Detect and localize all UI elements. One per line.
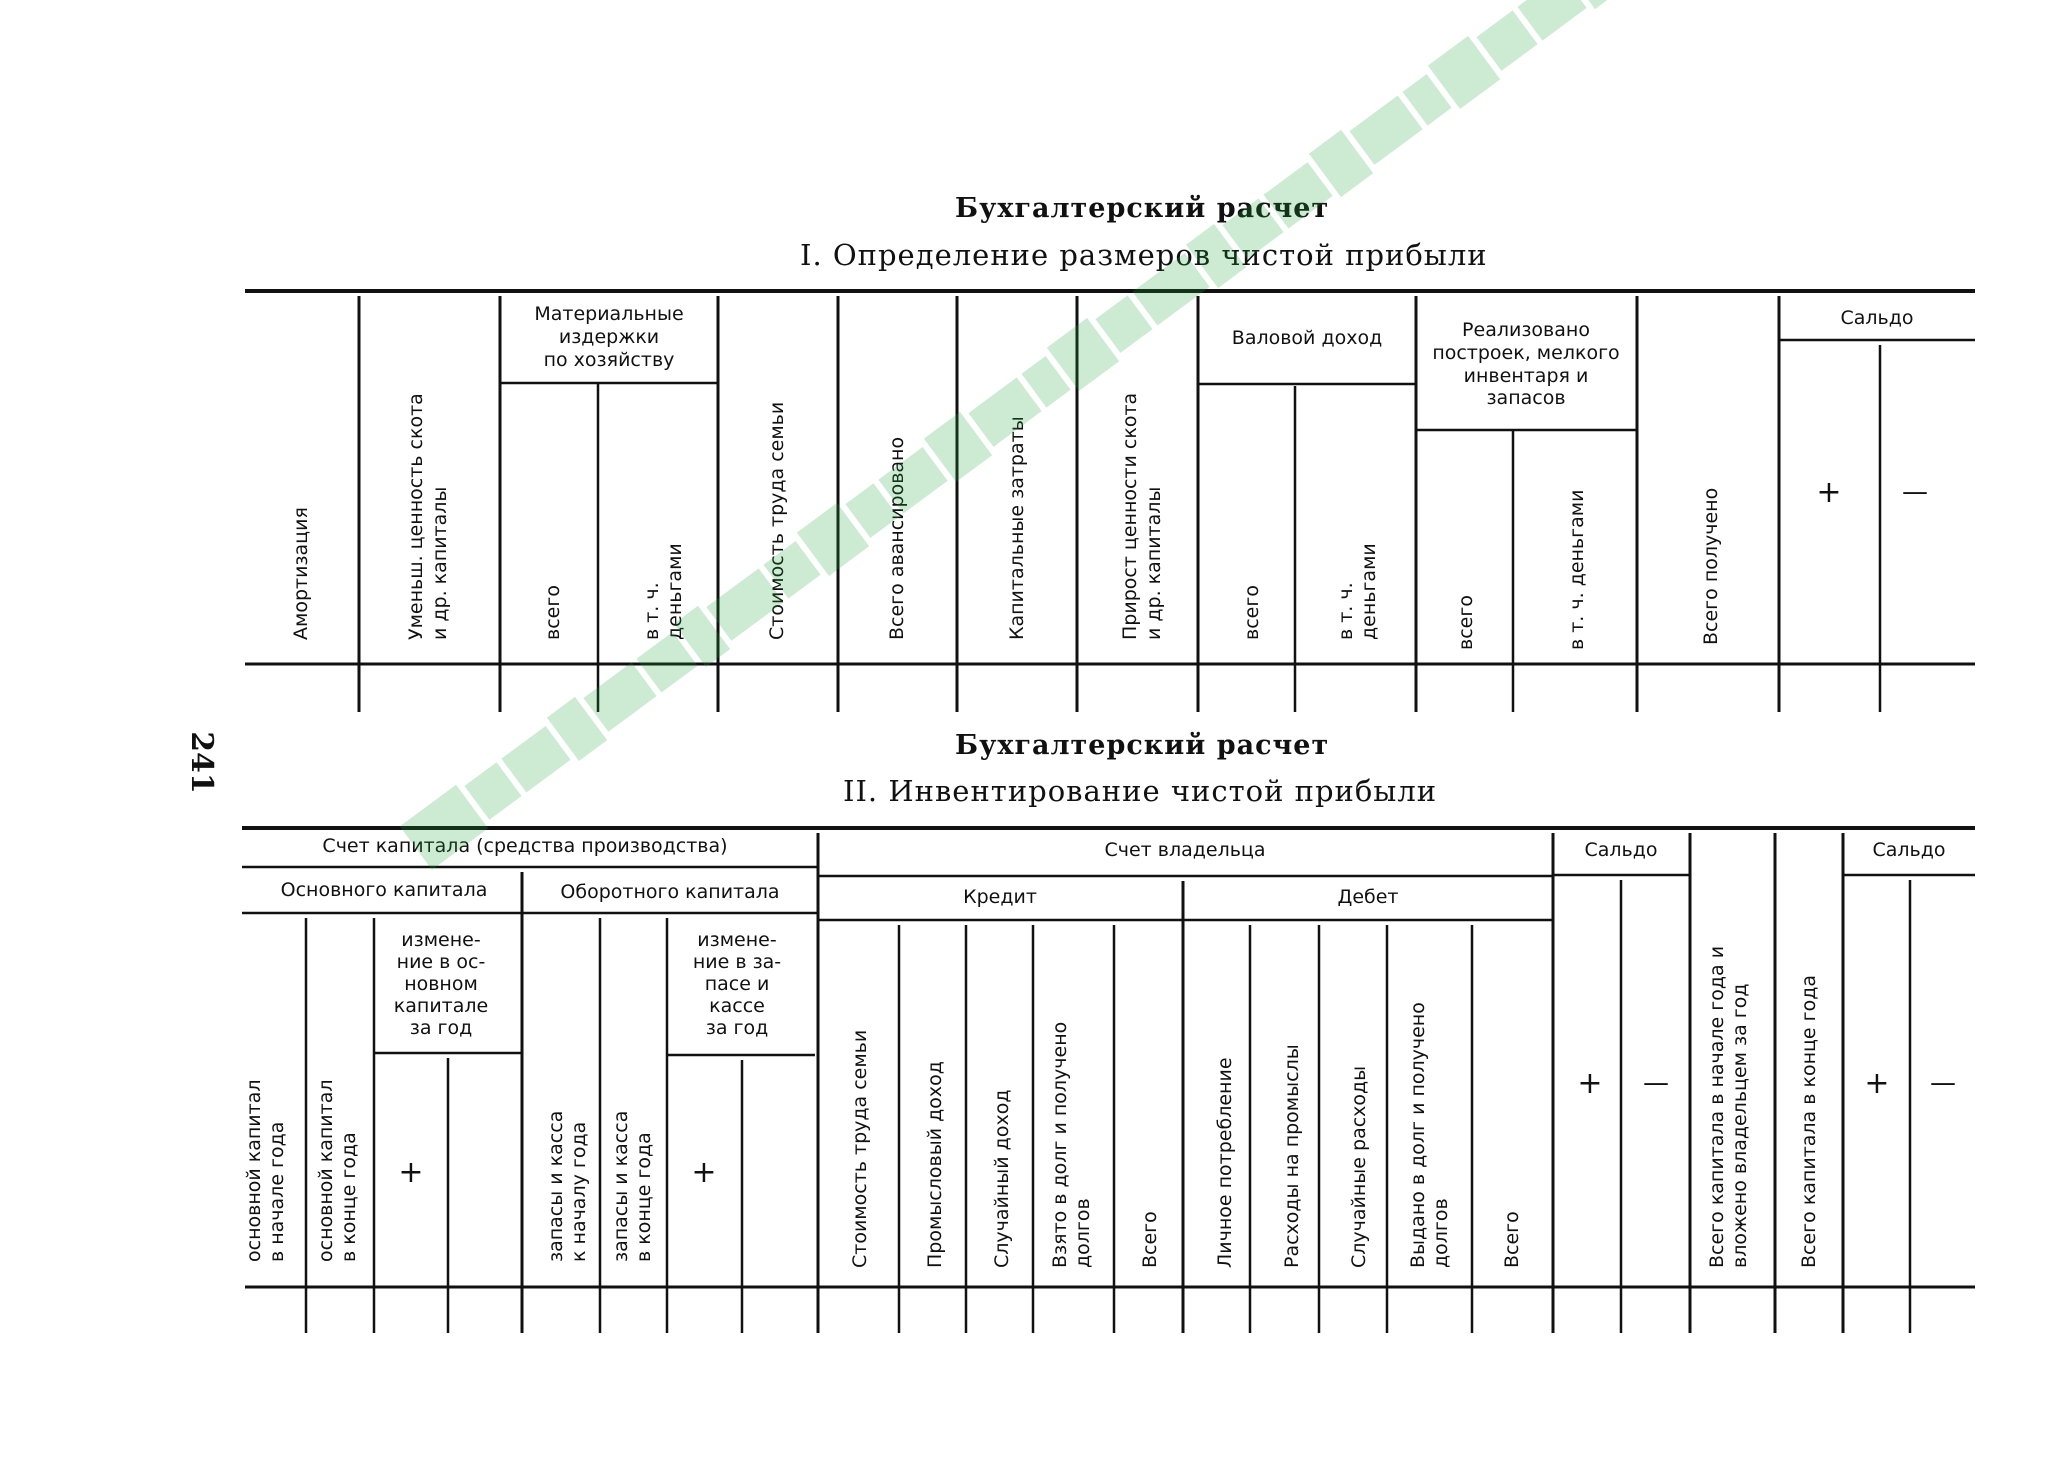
t1-gross-income: Валовой доход [1231,327,1383,349]
t2-personal-consumption: Личное потребление [1214,1057,1236,1268]
t2-random-income: Случайный доход [991,1089,1013,1268]
t2-saldo2-plus: + [1864,1066,1890,1101]
t2-fixed-change-line5: за год [409,1017,473,1039]
t2-lent-line1: Выдано в долг и получено [1407,1002,1429,1268]
t2-saldo2-minus: — [1930,1068,1956,1098]
t2-borrowed-line1: Взято в долг и получено [1049,1021,1071,1268]
t2-stock-change-line1: измене- [697,929,777,951]
t2-total-debit: Всего [1501,1211,1523,1268]
t1-material-total: всего [542,585,564,640]
t2-stock-change-line5: за год [705,1017,769,1039]
t1-decrease-value-line1: Уменьш. ценность скота [405,393,427,640]
t1-sold-money: в т. ч. деньгами [1566,489,1588,650]
t2-debit: Дебет [1337,886,1399,908]
t2-fixed-start-line1: основной капитал [243,1079,265,1262]
t2-capital-total-start-line1: Всего капитала в начале года и [1706,945,1728,1268]
t1-material-money-line1: в т. ч. [641,582,663,640]
t2-fixed-plus: + [398,1155,424,1190]
t1-total-advanced: Всего авансировано [886,436,908,640]
t1-sold-line2: построек, мелкого [1432,342,1620,364]
t2-stock-change-line4: кассе [709,995,765,1017]
t2-capital-total-end: Всего капитала в конце года [1798,974,1820,1268]
t2-saldo-plus: + [1577,1066,1603,1101]
t1-saldo: Сальдо [1840,307,1914,329]
t2-trade-expenses: Расходы на промыслы [1281,1044,1303,1268]
t2-fixed-end-line2: в конце года [338,1132,360,1262]
t1-sold-total: всего [1455,595,1477,650]
t1-decrease-value-line2: и др. капиталы [429,486,451,640]
t1-saldo-minus: — [1902,477,1928,507]
t2-fixed-end-line1: основной капитал [315,1079,337,1262]
t1-gross-total: всего [1241,585,1263,640]
t1-total-received: Всего получено [1700,487,1722,645]
t2-lent-line2: долгов [1430,1198,1452,1268]
t2-stock-end-line2: в конце года [633,1132,655,1262]
watermark-block [1263,162,1332,228]
t1-material-costs-line2: издержки [558,326,660,348]
t1-material-costs-line3: по хозяйству [543,349,675,371]
t1-material-money-line2: деньгами [664,543,686,640]
t1-gross-money-line2: деньгами [1358,543,1380,640]
t2-saldo: Сальдо [1584,839,1658,861]
t2-borrowed-line2: долгов [1072,1198,1094,1268]
t1-gross-money-line1: в т. ч. [1335,582,1357,640]
t1-saldo-plus: + [1816,475,1842,510]
table1-subtitle: I. Определение размеров чистой прибыли [800,238,1488,272]
t2-capital-account: Счет капитала (средства производства) [322,835,728,857]
t2-stock-end-line1: запасы и касса [610,1110,632,1262]
t2-trade-income: Промысловый доход [924,1061,946,1268]
watermark-block [583,662,656,731]
t2-total-credit: Всего [1139,1211,1161,1268]
watermark-block [501,726,570,792]
t2-stock-plus: + [691,1155,717,1190]
t2-fixed-change-line4: капитале [393,995,489,1017]
t1-sold-line3: инвентаря и [1463,365,1589,387]
t2-capital-total-start-line2: вложено владельцем за год [1729,983,1751,1268]
t2-fixed-capital: Основного капитала [280,879,488,901]
table2-title: Бухгалтерский расчет [955,730,1330,761]
t2-working-capital: Оборотного капитала [560,881,780,903]
t1-capital-costs: Капитальные затраты [1006,416,1028,640]
t2-stock-change-line2: ние в за- [692,951,782,973]
watermark-block [968,377,1041,446]
t2-fixed-change-line3: новном [404,973,478,995]
table2-subtitle: II. Инвентирование чистой прибыли [843,774,1438,808]
t2-stock-change-line3: пасе и [704,973,770,995]
t2-random-expenses: Случайные расходы [1348,1065,1370,1268]
t2-family-labor: Стоимость труда семьи [849,1029,871,1268]
t1-increase-value-line1: Прирост ценности скота [1119,392,1141,640]
t2-saldo-minus: — [1643,1068,1669,1098]
page-number: 241 [183,731,219,794]
t2-fixed-change-line2: ние в ос- [396,951,486,973]
t2-saldo2: Сальдо [1872,839,1946,861]
t2-fixed-change-line1: измене- [401,929,481,951]
t1-sold-line1: Реализовано [1462,319,1590,341]
t2-stock-start-line2: к началу года [568,1121,590,1262]
table1-title: Бухгалтерский расчет [955,193,1330,224]
t1-sold-line4: запасов [1486,387,1566,409]
t1-increase-value-line2: и др. капиталы [1143,486,1165,640]
t1-material-costs-line1: Материальные [534,303,684,325]
watermark-block [1349,95,1422,164]
t1-family-labor: Стоимость труда семьи [766,401,788,640]
t1-amortization: Амортизация [290,507,312,640]
t2-stock-start-line1: запасы и касса [545,1110,567,1262]
t2-credit: Кредит [963,886,1037,908]
t2-owner-account: Счет владельца [1104,839,1266,861]
watermark-block [878,447,947,513]
t2-fixed-start-line2: в начале года [266,1121,288,1262]
